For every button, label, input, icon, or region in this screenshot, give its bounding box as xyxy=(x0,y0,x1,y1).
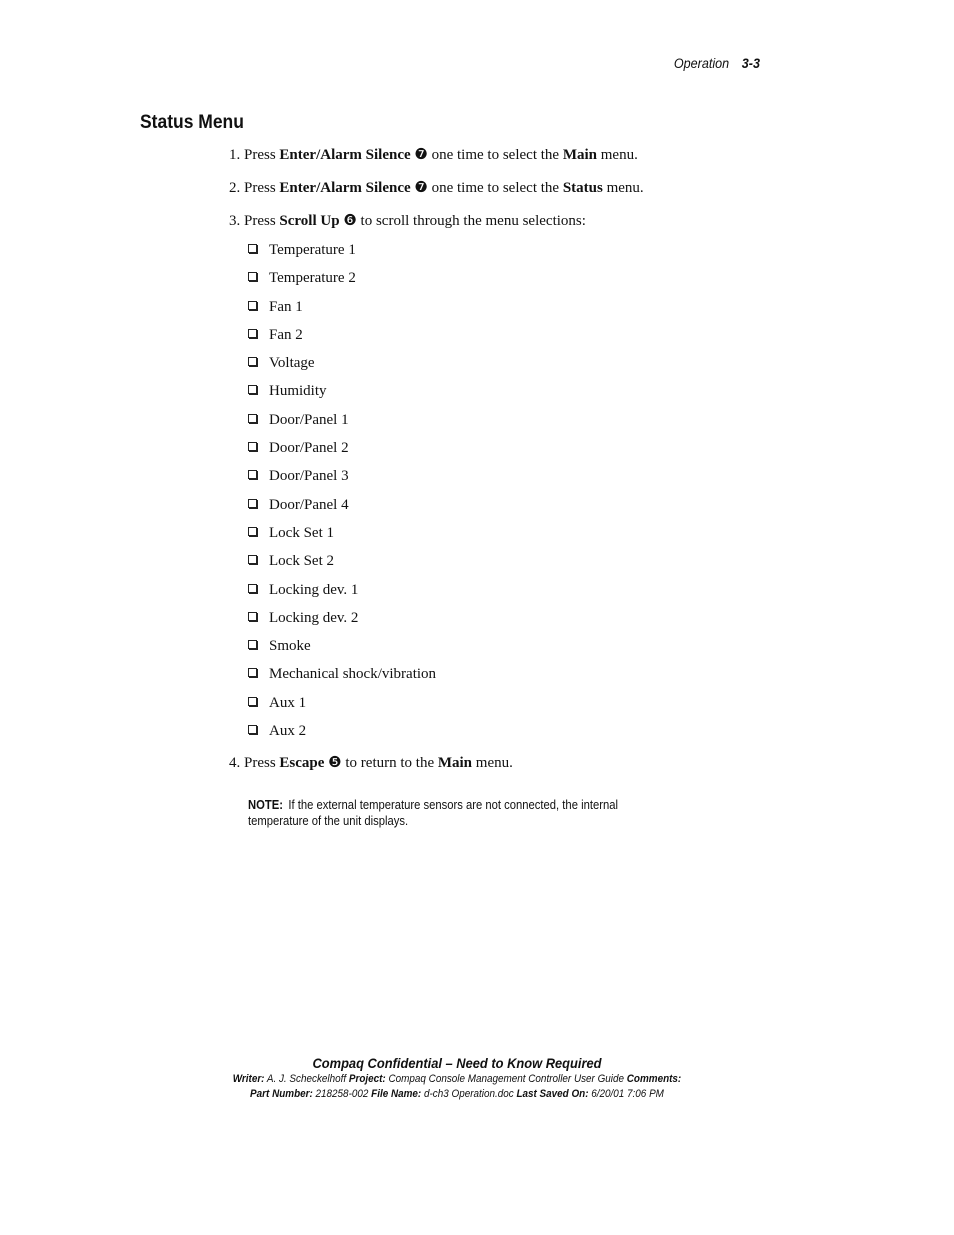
list-item xyxy=(248,551,749,579)
list-item-label: Aux 1 xyxy=(269,694,307,711)
checkbox-bullet-icon xyxy=(248,640,257,649)
note-label: NOTE: xyxy=(248,798,284,812)
checkbox-bullet-icon xyxy=(248,470,257,479)
menu-name: Status xyxy=(562,180,603,196)
key-number-icon: ❻ xyxy=(343,213,357,229)
note-text: If the external temperature sensors are not connected, the internal temperature of the unit displays. xyxy=(248,798,618,828)
footer-meta-line-1: Writer: A. J. Scheckelhoff Project: Compaq Console Management Controller User Guide Comments: xyxy=(232,1073,682,1085)
menu-name: Main xyxy=(437,755,473,772)
page-number: 3-3 xyxy=(741,55,760,71)
key-number-icon: ❼ xyxy=(414,180,428,196)
checkbox-bullet-icon xyxy=(248,499,257,508)
list-item xyxy=(248,240,749,268)
list-item-label: Locking dev. 2 xyxy=(269,609,359,626)
checkbox-bullet-icon xyxy=(248,668,257,677)
list-item-label: Door/Panel 4 xyxy=(269,496,349,513)
list-item-label: Lock Set 2 xyxy=(269,553,334,570)
menu-selection-list xyxy=(248,231,749,749)
list-item-label: Smoke xyxy=(269,638,311,655)
checkbox-bullet-icon xyxy=(248,301,257,310)
list-item-label: Door/Panel 2 xyxy=(269,440,349,457)
page-header xyxy=(616,55,760,71)
checkbox-bullet-icon xyxy=(248,244,257,253)
list-item xyxy=(248,664,749,692)
checkbox-bullet-icon xyxy=(248,697,257,706)
checkbox-bullet-icon xyxy=(248,612,257,621)
list-item xyxy=(248,297,749,325)
step-2: 2. Press Enter/Alarm Silence ❼ one time to select the Status menu. xyxy=(229,180,644,196)
checkbox-bullet-icon xyxy=(248,584,257,593)
document-footer xyxy=(100,1054,814,1102)
procedure-steps xyxy=(229,145,749,786)
list-item xyxy=(248,466,749,494)
key-name: Scroll Up xyxy=(279,213,340,229)
list-item xyxy=(248,580,749,608)
checkbox-bullet-icon xyxy=(248,357,257,366)
list-item xyxy=(248,523,749,551)
list-item-label: Fan 2 xyxy=(269,326,303,343)
list-item-label: Door/Panel 1 xyxy=(269,411,349,428)
list-item xyxy=(248,410,749,438)
section-title: Status Menu xyxy=(140,112,244,133)
checkbox-bullet-icon xyxy=(248,725,257,734)
list-item-label: Lock Set 1 xyxy=(269,524,334,541)
step-4: 4. Press Escape ❺ to return to the Main menu. xyxy=(229,755,513,772)
list-item-label: Temperature 2 xyxy=(269,270,356,287)
list-item xyxy=(248,721,749,749)
step-3: 3. Press Scroll Up ❻ to scroll through the menu selections: xyxy=(229,213,586,229)
list-item xyxy=(248,608,749,636)
list-item-label: Aux 2 xyxy=(269,723,307,740)
list-item xyxy=(248,495,749,523)
header-section: Operation xyxy=(673,55,730,71)
list-item xyxy=(248,381,749,409)
list-item xyxy=(248,353,749,381)
checkbox-bullet-icon xyxy=(248,555,257,564)
key-name: Enter/Alarm Silence xyxy=(279,147,411,163)
checkbox-bullet-icon xyxy=(248,272,257,281)
menu-name: Main xyxy=(562,147,597,163)
note-block xyxy=(248,797,680,829)
checkbox-bullet-icon xyxy=(248,442,257,451)
list-item xyxy=(248,438,749,466)
list-item-label: Voltage xyxy=(269,355,315,372)
checkbox-bullet-icon xyxy=(248,385,257,394)
checkbox-bullet-icon xyxy=(248,527,257,536)
list-item-label: Humidity xyxy=(269,383,327,400)
list-item-label: Temperature 1 xyxy=(269,242,356,258)
checkbox-bullet-icon xyxy=(248,414,257,423)
footer-meta-line-2: Part Number: 218258-002 File Name: d-ch3 Operation.doc Last Saved On: 6/20/01 7:06 PM xyxy=(250,1088,664,1100)
key-number-icon: ❼ xyxy=(414,147,428,163)
key-name: Enter/Alarm Silence xyxy=(279,180,411,196)
confidential-notice: Compaq Confidential – Need to Know Required xyxy=(312,1055,602,1071)
list-item xyxy=(248,325,749,353)
list-item xyxy=(248,268,749,296)
key-name: Escape xyxy=(279,755,325,772)
list-item-label: Locking dev. 1 xyxy=(269,581,359,598)
list-item xyxy=(248,636,749,664)
list-item-label: Mechanical shock/vibration xyxy=(269,666,437,683)
key-number-icon: ❺ xyxy=(328,755,342,772)
checkbox-bullet-icon xyxy=(248,329,257,338)
list-item-label: Fan 1 xyxy=(269,298,303,315)
step-1: 1. Press Enter/Alarm Silence ❼ one time to select the Main menu. xyxy=(229,147,638,163)
list-item-label: Door/Panel 3 xyxy=(269,468,349,485)
list-item xyxy=(248,693,749,721)
